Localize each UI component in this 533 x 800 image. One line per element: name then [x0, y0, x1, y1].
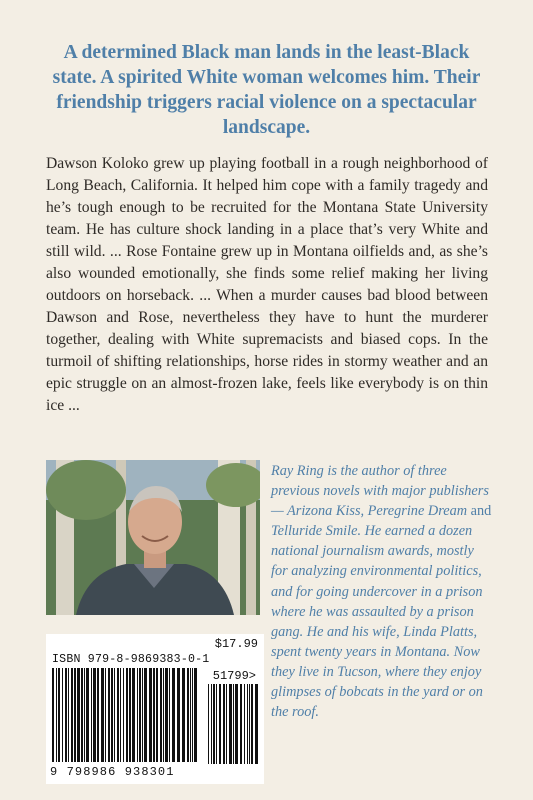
- barcode-bar: [62, 668, 63, 762]
- barcode-addon-bar: [235, 684, 238, 764]
- author-bio-part-1: Ray Ring is the author of three previous novels with major publishers — Arizona Kiss, Peregrine Dream: [271, 463, 489, 520]
- barcode-bar: [123, 668, 124, 762]
- barcode-bar: [52, 668, 54, 762]
- barcode-bar: [129, 668, 131, 762]
- barcode-bar: [71, 668, 73, 762]
- barcode-bar: [91, 668, 92, 762]
- barcode-addon-bar: [226, 684, 227, 764]
- barcode-bar: [93, 668, 96, 762]
- barcode-bars: [50, 668, 260, 766]
- barcode-addon-bar: [211, 684, 212, 764]
- barcode-bar: [86, 668, 89, 762]
- barcode-bar: [108, 668, 110, 762]
- barcode-addon-bar: [244, 684, 245, 764]
- barcode-bar: [192, 668, 193, 762]
- barcode-addon-bar: [251, 684, 253, 764]
- ean-digits: 9 798986 938301: [50, 765, 175, 779]
- barcode-bar: [65, 668, 67, 762]
- author-photo: [46, 460, 260, 615]
- barcode-bar: [97, 668, 99, 762]
- author-bio: [271, 461, 493, 722]
- barcode-addon-bar: [233, 684, 234, 764]
- barcode-bar: [56, 668, 57, 762]
- barcode-addon-bar: [223, 684, 225, 764]
- barcode-bar: [165, 668, 168, 762]
- barcode-bar: [160, 668, 162, 762]
- barcode-bar: [190, 668, 191, 762]
- barcode-addon-bar: [249, 684, 250, 764]
- barcode-addon-bar: [247, 684, 248, 764]
- tagline: A determined Black man lands in the least-Black state. A spirited White woman welcomes him. Their friendship triggers racial violence on a spectacular landscape.: [52, 42, 481, 138]
- author-photo-image: [46, 460, 260, 615]
- barcode-addon-bar: [208, 684, 209, 764]
- barcode-addon-bar: [240, 684, 242, 764]
- barcode-bar: [156, 668, 158, 762]
- barcode-bar: [132, 668, 135, 762]
- barcode-bar: [120, 668, 121, 762]
- barcode-bar: [153, 668, 155, 762]
- author-bio-part-2: Telluride Smile. He earned a dozen national journalism awards, mostly for analyzing environmental politics, and for going undercover in a prison where he was assaulted by a prison gang. He and his wife, Linda Platts, spent twenty years in Montana. Now they live in Tucson, where they enjoy glimpses of bobcats in the yard or on the roof.: [271, 523, 483, 721]
- synopsis: Dawson Koloko grew up playing football in a rough neighborhood of Long Beach, California. It helped him cope with a family tragedy and he’s tough enough to be recruited for the Montana State University team. He has culture shock landing in a place that’s very White and still wild. ... Rose Fontaine grew up in Montana oilfields and, as she’s also wounded emotionally, she finds some relief making her living outdoors on horseback. ... When a murder causes bad blood between Dawson and Rose, nevertheless they have to hunt the murderer together, dealing with White supremacists and biased cops. In the turmoil of shifting relationships, horse rides in stormy weather and an epic struggle on an almost-frozen lake, feels like everybody is on thin ice ...: [46, 155, 488, 414]
- addon-code: 51799>: [212, 669, 256, 683]
- barcode-bar: [139, 668, 141, 762]
- barcode-bar: [77, 668, 80, 762]
- isbn-label: ISBN 979-8-9869383-0-1: [52, 653, 210, 666]
- barcode-bar: [74, 668, 76, 762]
- author-bio-connector: and: [467, 503, 492, 520]
- barcode-bar: [144, 668, 147, 762]
- barcode-bar: [114, 668, 115, 762]
- price-label: $17.99: [214, 637, 258, 651]
- barcode-bar: [194, 668, 197, 762]
- barcode-bar: [68, 668, 69, 762]
- barcode-bar: [142, 668, 143, 762]
- barcode-bar: [58, 668, 60, 762]
- barcode-bar: [81, 668, 83, 762]
- barcode-bar: [149, 668, 152, 762]
- barcode-addon-bar: [213, 684, 215, 764]
- barcode-addon-bar: [229, 684, 232, 764]
- barcode-bar: [172, 668, 175, 762]
- barcode-bar: [126, 668, 128, 762]
- barcode-box: [46, 634, 264, 784]
- barcode-bar: [137, 668, 138, 762]
- barcode-bar: [101, 668, 104, 762]
- barcode-bar: [105, 668, 106, 762]
- barcode-bar: [187, 668, 189, 762]
- barcode-bar: [182, 668, 185, 762]
- barcode-addon-bar: [219, 684, 221, 764]
- barcode-bar: [163, 668, 164, 762]
- barcode-bar: [84, 668, 85, 762]
- barcode-bar: [111, 668, 113, 762]
- barcode-bar: [169, 668, 170, 762]
- barcode-addon-bar: [216, 684, 217, 764]
- barcode-addon-bar: [255, 684, 258, 764]
- barcode-bar: [117, 668, 119, 762]
- barcode-bar: [177, 668, 180, 762]
